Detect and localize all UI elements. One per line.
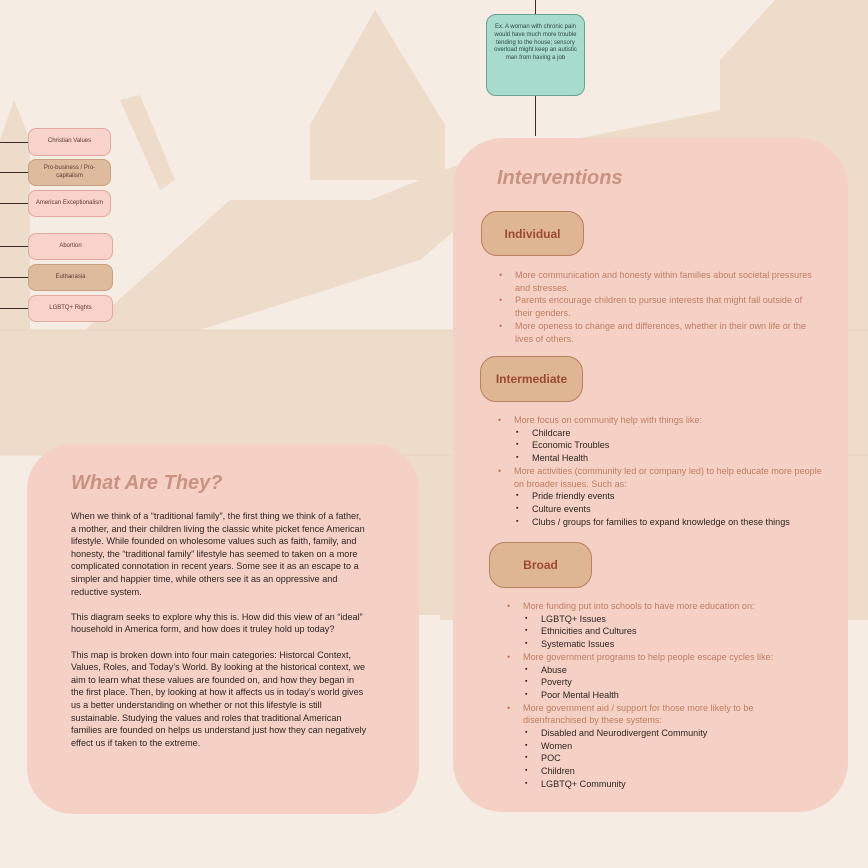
example-note-node[interactable]: Ex. A woman with chronic pain would have much more trouble tending to the house; sensory overload might keep an autistic man from having a job (486, 14, 585, 96)
list-item (498, 465, 828, 529)
list-item: • More openess to change and differences, whether in their own life or the lives of others. (499, 320, 819, 345)
sub-list-item: ▪ Systematic Issues (523, 638, 817, 651)
sub-list-item: ▪ Economic Troubles (514, 439, 828, 452)
connector-line (0, 203, 28, 204)
broad-pill[interactable]: Broad (489, 542, 592, 588)
value-node-american-exceptionalism[interactable]: American Exceptionalism (28, 190, 111, 217)
sub-list-item: ▪ Poverty (523, 676, 817, 689)
broad-list (507, 600, 817, 791)
sub-list (514, 490, 828, 528)
list-item: • More communication and honesty within families about societal pressures and stresses. (499, 269, 819, 294)
sub-list-item: ▪ LGBTQ+ Issues (523, 613, 817, 626)
list-item-text: More activities (community led or company led) to help educate more people on broader issues. Such as: (514, 465, 822, 489)
list-item (507, 702, 817, 791)
list-item-text: More government aid / support for those more likely to be disenfranchised by these systems: (523, 702, 754, 726)
value-node-christian[interactable]: Christian Values (28, 128, 111, 156)
sub-list (523, 727, 817, 791)
sub-list-item: ▪ LGBTQ+ Community (523, 778, 817, 791)
sub-list-item: ▪ Children (523, 765, 817, 778)
list-item: • Parents encourage children to pursue interests that might fall outside of their genders. (499, 294, 819, 319)
sub-list (523, 664, 817, 702)
value-node-pro-business[interactable]: Pro-business / Pro-capitalism (28, 159, 111, 186)
connector-line (535, 0, 536, 14)
individual-list (499, 269, 819, 345)
sub-list-item: ▪ Poor Mental Health (523, 689, 817, 702)
connector-line (0, 172, 28, 173)
what-are-they-body (71, 510, 367, 762)
sub-list (514, 427, 828, 465)
sub-list-item: ▪ Mental Health (514, 452, 828, 465)
structure-paragraph: This map is broken down into four main categories: Historcal Context, Values, Roles, and Today’s World. By looking at the historical context, we aim to learn what these values are founded on, and how they began in the first place. Then, by looking at how it affects us in today’s world gives us a better understanding on whether or not this lifestyle is still sustainable. Studying the values and roles that traditional American families are founded on helps us understand just how they can negatively effect us if taken to the extreme. (71, 649, 367, 748)
sub-list-item: ▪ Culture events (514, 503, 828, 516)
sub-list (523, 613, 817, 651)
intermediate-pill[interactable]: Intermediate (480, 356, 583, 402)
list-item-text: More funding put into schools to have more education on: (523, 601, 755, 611)
issue-node-abortion[interactable]: Abortion (28, 233, 113, 260)
sub-list-item: ▪ POC (523, 752, 817, 765)
sub-list-item: ▪ Abuse (523, 664, 817, 677)
sub-list-item: ▪ Disabled and Neurodivergent Community (523, 727, 817, 740)
issue-node-lgbtq-rights[interactable]: LGBTQ+ Rights (28, 295, 113, 322)
intermediate-list (498, 414, 828, 528)
issue-node-euthanasia[interactable]: Euthanasia (28, 264, 113, 291)
individual-pill[interactable]: Individual (481, 211, 584, 256)
list-item (507, 651, 817, 702)
sub-list-item: ▪ Women (523, 740, 817, 753)
connector-line (0, 277, 28, 278)
sub-list-item: ▪ Childcare (514, 427, 828, 440)
interventions-heading: Interventions (497, 167, 623, 189)
connector-line (0, 246, 28, 247)
sub-list-item: ▪ Pride friendly events (514, 490, 828, 503)
purpose-paragraph: This diagram seeks to explore why this is. How did this view of an “ideal” household in America form, and how does it truley hold up today? (71, 611, 363, 635)
connector-line (0, 142, 28, 143)
list-item (507, 600, 817, 651)
sub-list-item: ▪ Clubs / groups for families to expand knowledge on these things (514, 516, 828, 529)
list-item-text: More focus on community help with things like: (514, 415, 703, 425)
connector-line (535, 96, 536, 136)
connector-line (0, 308, 28, 309)
sub-list-item: ▪ Ethnicities and Cultures (523, 625, 817, 638)
what-are-they-heading: What Are They? (71, 472, 223, 494)
list-item-text: More government programs to help people escape cycles like: (523, 651, 774, 662)
list-item (498, 414, 828, 465)
intro-paragraph: When we think of a “traditional family”, the first thing we think of a father, a mother, and their children living the classic white picket fence American lifestyle. While founded on wholesome values such as faith, family, and honesty, the “traditional family” lifestyle has seemed to taken on a more complicated connotation in recent years. Some see it as an escape to a simpler and happier time, while others see it as an oppressive and reductive system. (71, 511, 365, 597)
